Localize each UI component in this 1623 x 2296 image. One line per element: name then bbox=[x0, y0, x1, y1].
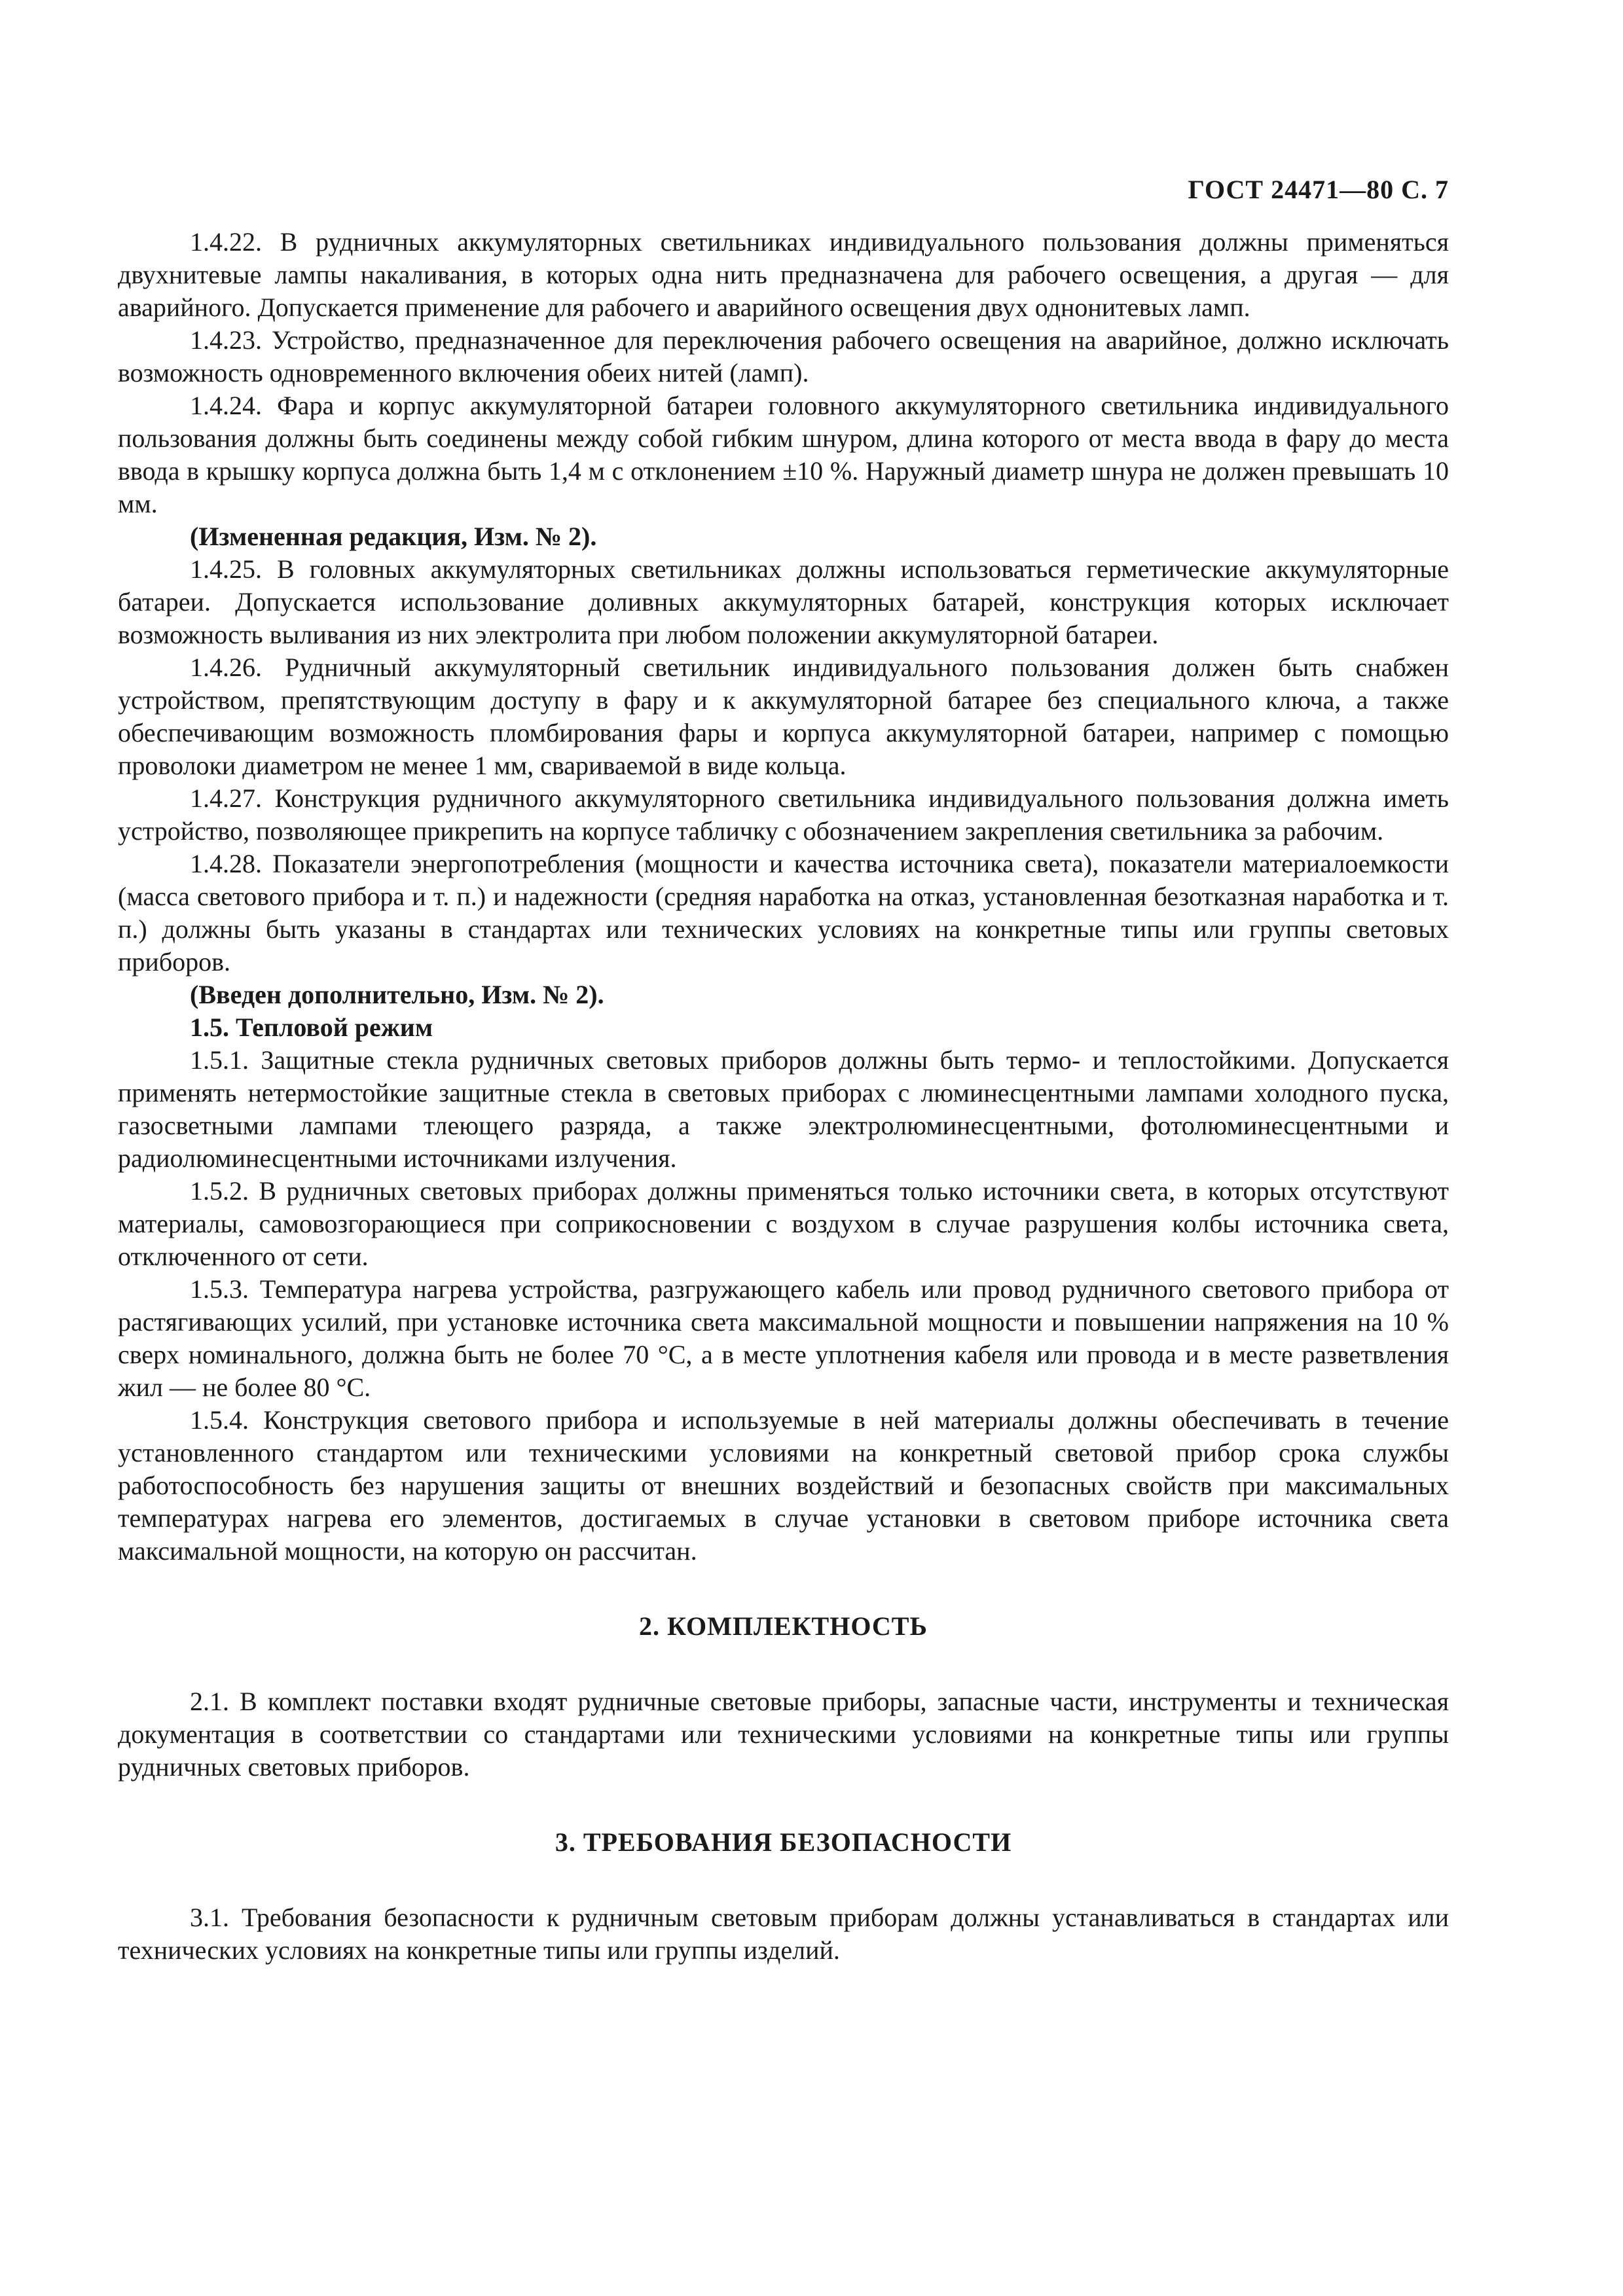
paragraph-1-4-24: 1.4.24. Фара и корпус аккумуляторной батареи головного аккумуляторного светильника индивидуального пользования должны быть соединены между собой гибким шнуром, длина которого от места ввода в фару до места ввода в крышку корпуса должна быть 1,4 м с отклонением ±10 %. Наружный диаметр шнура не должен превышать 10 мм. bbox=[118, 391, 1449, 518]
paragraph-1-4-25: 1.4.25. В головных аккумуляторных светильниках должны использоваться герметические аккумуляторные батареи. Допускается использование доливных аккумуляторных батарей, конструкция которых исключает возможность выливания из них электролита при любом положении аккумуляторной батареи. bbox=[118, 554, 1449, 649]
paragraph-1-4-28: 1.4.28. Показатели энергопотребления (мощности и качества источника света), показатели материалоемкости (масса светового прибора и т. п.) и надежности (средняя наработка на отказ, установленная безотказная наработка и т. п.) должны быть указаны в стандартах или технических условиях на конкретные типы или группы световых приборов. bbox=[118, 849, 1449, 977]
amendment-note: (Измененная редакция, Изм. № 2). bbox=[190, 522, 597, 551]
paragraph-1-4-26: 1.4.26. Рудничный аккумуляторный светильник индивидуального пользования должен быть снабжен устройством, препятствующим доступу в фару и к аккумуляторной батарее без специального ключа, а также обеспечивающим возможность пломбирования фары и корпуса аккумуляторной батареи, например с помощью проволоки диаметром не менее 1 мм, свариваемой в виде кольца. bbox=[118, 653, 1449, 780]
paragraph-1-5-4: 1.5.4. Конструкция светового прибора и используемые в ней материалы должны обеспечивать в течение установленного стандартом или техническими условиями на конкретный световой прибор срока службы работоспособность без нарушения защиты от внешних воздействий и безопасных свойств при максимальных температурах нагрева его элементов, достигаемых в случае установки в световом приборе источника света максимальной мощности, на которую он рассчитан. bbox=[118, 1405, 1449, 1566]
paragraph-1-5-3: 1.5.3. Температура нагрева устройства, разгружающего кабель или провод рудничного светового прибора от растягивающих усилий, при установке источника света максимальной мощности и повышении напряжения на 10 % сверх номинального, должна быть не более 70 °С, а в месте уплотнения кабеля или провода и в месте разветвления жил — не более 80 °С. bbox=[118, 1274, 1449, 1402]
paragraph-1-4-27: 1.4.27. Конструкция рудничного аккумуляторного светильника индивидуального пользования должна иметь устройство, позволяющее прикрепить на корпусе табличку с обозначением закрепления светильника за рабочим. bbox=[118, 783, 1449, 846]
paragraph-1-4-23: 1.4.23. Устройство, предназначенное для переключения рабочего освещения на аварийное, должно исключать возможность одновременного включения обеих нитей (ламп). bbox=[118, 325, 1449, 387]
page-header: ГОСТ 24471—80 С. 7 bbox=[1188, 175, 1449, 204]
paragraph-3-1: 3.1. Требования безопасности к рудничным световым приборам должны устанавливаться в стандартах или технических условиях на конкретные типы или группы изделий. bbox=[118, 1903, 1449, 1965]
subsection-title-1-5: 1.5. Тепловой режим bbox=[190, 1013, 433, 1042]
paragraph-1-4-22: 1.4.22. В рудничных аккумуляторных светильниках индивидуального пользования должны применяться двухнитевые лампы накаливания, в которых одна нить предназначена для рабочего освещения, а другая — для аварийного. Допускается применение для рабочего и аварийного освещения двух однонитевых ламп. bbox=[118, 227, 1449, 322]
section-title-3: 3. ТРЕБОВАНИЯ БЕЗОПАСНОСТИ bbox=[555, 1827, 1012, 1857]
paragraph-1-5-2: 1.5.2. В рудничных световых приборах должны применяться только источники света, в которых отсутствуют материалы, самовозгорающиеся при соприкосновении с воздухом в случае разрушения колбы источника света, отключенного от сети. bbox=[118, 1176, 1449, 1271]
document-body bbox=[118, 226, 1449, 1967]
section-title-2: 2. КОМПЛЕКТНОСТЬ bbox=[639, 1611, 928, 1641]
addition-note: (Введен дополнительно, Изм. № 2). bbox=[190, 980, 604, 1009]
paragraph-1-5-1: 1.5.1. Защитные стекла рудничных световых приборов должны быть термо- и теплостойкими. Допускается применять нетермостойкие защитные стекла в световых приборах с люминесцентными лампами холодного пуска, газосветными лампами тлеющего разряда, а также электролюминесцентными, фотолюминесцентными и радиолюминесцентными источниками излучения. bbox=[118, 1045, 1449, 1173]
paragraph-2-1: 2.1. В комплект поставки входят рудничные световые приборы, запасные части, инструменты и техническая документация в соответствии со стандартами или техническими условиями на конкретные типы или группы рудничных световых приборов. bbox=[118, 1687, 1449, 1782]
